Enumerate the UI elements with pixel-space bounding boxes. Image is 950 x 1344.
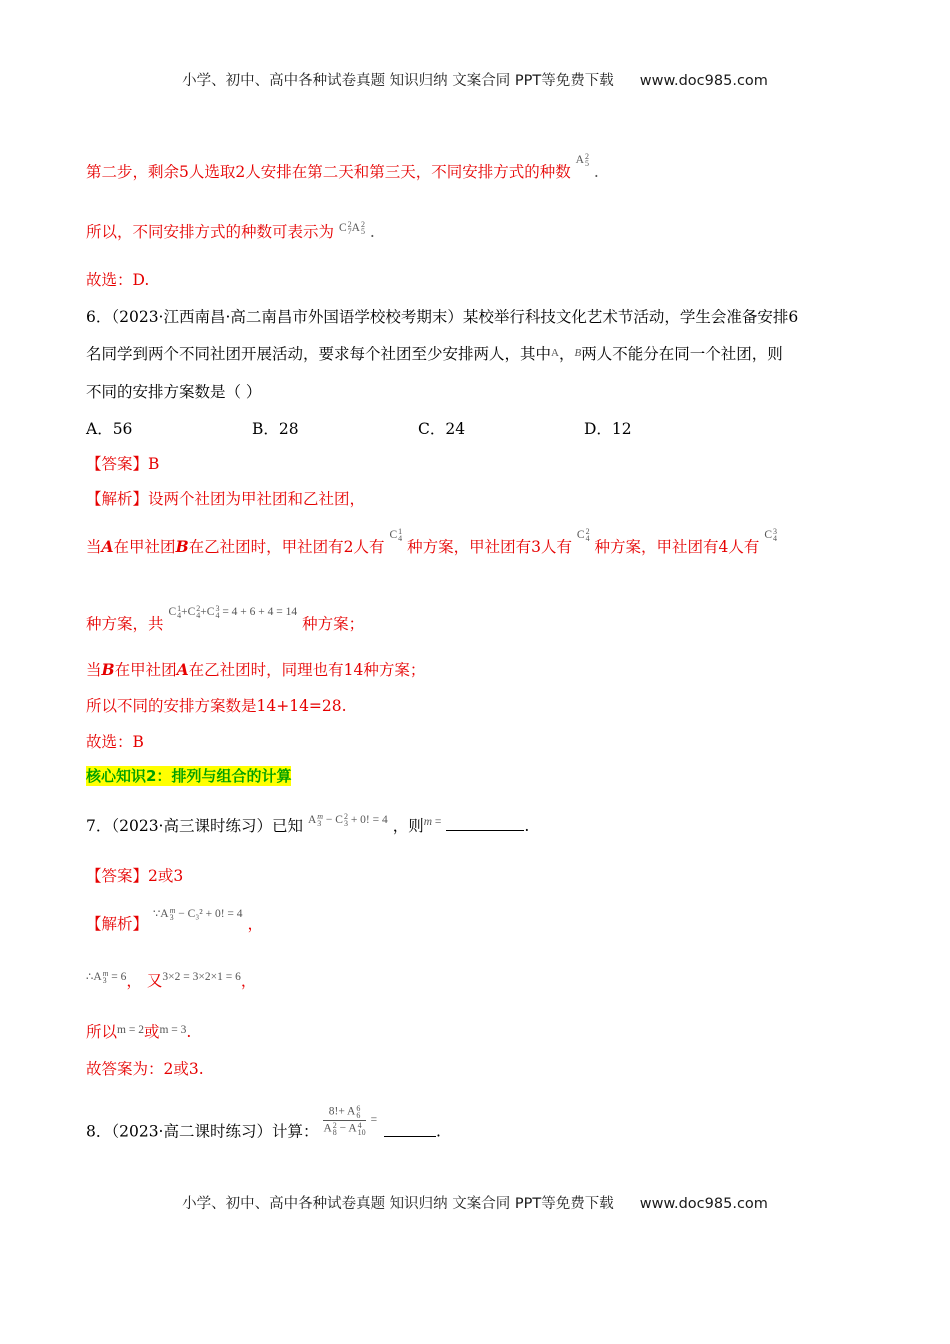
q7-stem: 7．（2023·高三课时练习）已知 $^{A m 3 - C 2 3 + 0! = 4}$ ，则$^{m =}$ . xyxy=(86,812,530,835)
q6-option-a: A．56 xyxy=(86,420,133,438)
q6-analysis5: 所以不同的安排方案数是14+14=28. xyxy=(86,697,347,715)
q5-so-math: C 2 7 A 2 5 xyxy=(338,220,365,237)
page-header xyxy=(0,69,950,90)
c43-math: C 3 4 xyxy=(764,527,777,544)
footer-text: 小学、初中、高中各种试卷真题 知识归纳 文案合同 PPT等免费下载 xyxy=(182,1196,614,1212)
q5-so: 所以，不同安排方式的种数可表示为 $^{C 2 7 A 2 5}$ . xyxy=(86,220,375,241)
c41-math: C 1 4 xyxy=(389,527,403,544)
q7-analysis-math1: ∵A m 3 − C₃² + 0! = 4 xyxy=(152,906,243,923)
q8-fraction xyxy=(323,1105,365,1136)
q6-choice: 故选：B xyxy=(86,733,144,751)
q6-analysis4: 当B在甲社团A在乙社团时，同理也有14种方案； xyxy=(86,660,426,679)
q6-option-d: D．12 xyxy=(584,420,632,438)
q7-answer-blank[interactable] xyxy=(446,829,524,831)
section-title: 核心知识2：排列与组合的计算 xyxy=(86,767,292,785)
q6-answer: 【答案】B xyxy=(86,455,160,473)
section-heading xyxy=(86,765,291,786)
q6-stem-line2: 名同学到两个不同社团开展活动，要求每个社团至少安排两人，其中A，B两人不能分在同一个社团，则 xyxy=(86,345,783,363)
q6-option-b: B．28 xyxy=(252,420,299,438)
q7-final: 故答案为：2或3. xyxy=(86,1060,204,1078)
q6-stem-line3: 不同的安排方案数是（ ） xyxy=(86,383,262,401)
q7-analysis-math3: 3×2 = 3×2×1 = 6 xyxy=(162,971,241,983)
q6-analysis1: 【解析】设两个社团为甲社团和乙社团， xyxy=(86,490,366,508)
header-text: 小学、初中、高中各种试卷真题 知识归纳 文案合同 PPT等免费下载 xyxy=(182,73,614,89)
q8-numerator: 8!+ A 6 6 xyxy=(323,1105,365,1121)
footer-site-link[interactable]: www.doc985.com xyxy=(639,1196,768,1212)
q7-analysis-math2: ∴A m 3 = 6 xyxy=(86,969,127,986)
page-footer xyxy=(0,1192,950,1213)
sum-math: C 1 4 +C 2 4 +C 3 4 = 4 + 6 + 4 = 14 xyxy=(168,604,298,621)
q5-step2-math: A 2 5 xyxy=(575,152,589,169)
c42-math: C 2 4 xyxy=(576,527,590,544)
q6-option-c: C．24 xyxy=(418,420,466,438)
q7-analysis3: 所以$^{m = 2}$或$^{m = 3}$. xyxy=(86,1023,192,1041)
q7-analysis1: 【解析】 $^{\because A m 3 - C_3^2 + 0! = 4}$ ， xyxy=(86,906,263,933)
q7-answer: 【答案】2或3 xyxy=(86,867,184,885)
q6-stem-line1: 6．（2023·江西南昌·高二南昌市外国语学校校考期末）某校举行科技文化艺术节活动，学生会准备安排6 xyxy=(86,308,799,326)
q7-analysis2: $^{\therefore A m 3 = 6}$， 又$^{3\times 2 = 3\times 2\times 1 = 6}$， xyxy=(86,969,257,990)
header-site-link[interactable]: www.doc985.com xyxy=(639,73,768,89)
q5-choice: 故选：D. xyxy=(86,271,150,289)
q6-analysis2: 当A在甲社团B在乙社团时，甲社团有2人有 $^{C 1 4}$ 种方案，甲社团有3人有 $^{C 2 4}$ 种方案，甲社团有4人有 $^{C 3 4}$ xyxy=(86,527,777,556)
q8-denominator: A 2 8 − A 4 10 xyxy=(323,1121,366,1137)
q8-answer-blank[interactable] xyxy=(384,1135,436,1137)
q6-analysis3: 种方案，共 $^{C 1 4 +C 2 4 +C 3 4 = 4 + 6 + 4 = 14}$ 种方案； xyxy=(86,604,365,633)
q8-stem: 8．（2023·高二课时练习）计算： 8!+ A 6 6 A 2 8 − A 4 10 = . xyxy=(86,1104,441,1141)
q7-math: A m 3 − C 2 3 + 0! = 4 xyxy=(307,812,388,829)
q5-step2: 第二步，剩余5人选取2人安排在第二天和第三天，不同安排方式的种数 $^{A 2 5}$ . xyxy=(86,152,599,181)
